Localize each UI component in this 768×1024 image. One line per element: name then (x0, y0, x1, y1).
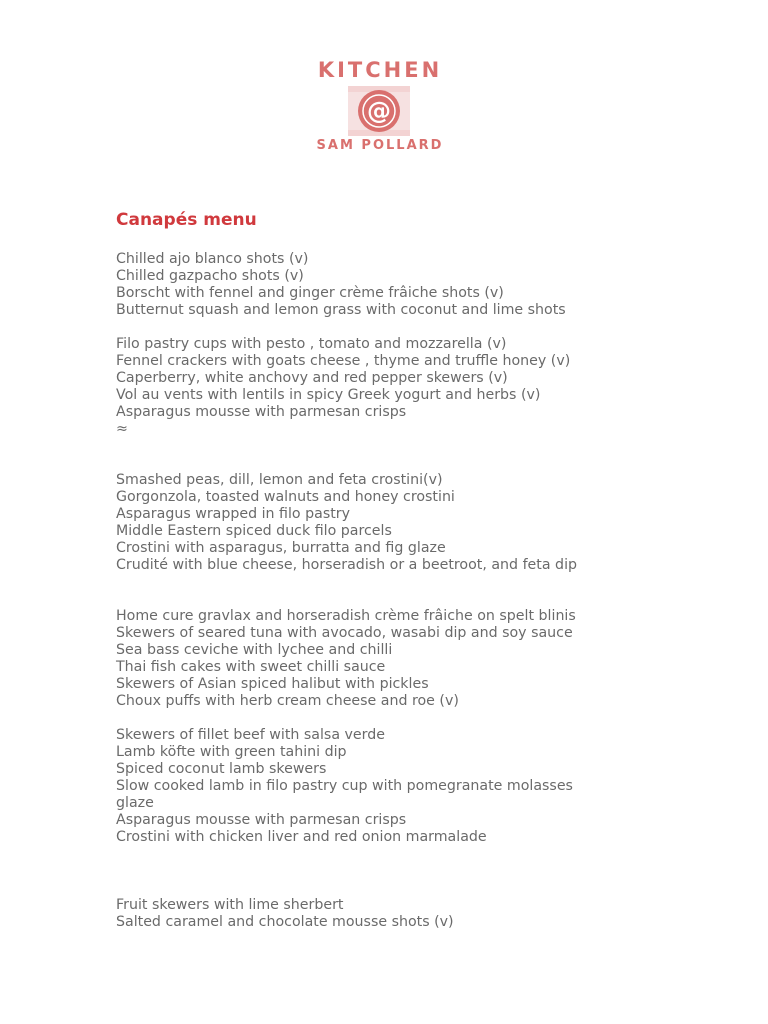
menu-item: Chilled ajo blanco shots (v) (116, 251, 309, 267)
menu-item: Skewers of Asian spiced halibut with pickles (116, 676, 429, 692)
menu-item: Fennel crackers with goats cheese , thyme and truffle honey (v) (116, 353, 571, 369)
menu-item: Spiced coconut lamb skewers (116, 761, 327, 777)
menu-item: Skewers of fillet beef with salsa verde (116, 727, 385, 743)
menu-item: Thai fish cakes with sweet chilli sauce (116, 659, 386, 675)
logo-bottom-text: SAM POLLARD (316, 138, 444, 153)
menu-item: Borscht with fennel and ginger crème frâiche shots (v) (116, 285, 504, 301)
menu-item: Sea bass ceviche with lychee and chilli (116, 642, 393, 658)
menu-item-continuation: glaze (116, 795, 154, 811)
logo-at-symbol (348, 86, 410, 136)
menu-item: Middle Eastern spiced duck filo parcels (116, 523, 392, 539)
menu-item: Home cure gravlax and horseradish crème frâiche on spelt blinis (116, 608, 576, 624)
menu-item: Choux puffs with herb cream cheese and roe (v) (116, 693, 459, 709)
menu-item: Filo pastry cups with pesto , tomato and mozzarella (v) (116, 336, 507, 352)
menu-item: Crostini with chicken liver and red onion marmalade (116, 829, 487, 845)
menu-item: Salted caramel and chocolate mousse shots (v) (116, 914, 454, 930)
menu-item: Vol au vents with lentils in spicy Greek yogurt and herbs (v) (116, 387, 541, 403)
menu-item: Fruit skewers with lime sherbert (116, 897, 344, 913)
menu-item: Asparagus wrapped in filo pastry (116, 506, 351, 522)
section-separator: ≈ (116, 421, 128, 437)
menu-item: Slow cooked lamb in filo pastry cup with pomegranate molasses (116, 778, 573, 794)
menu-item: Asparagus mousse with parmesan crisps (116, 812, 407, 828)
menu-item: Crudité with blue cheese, horseradish or a beetroot, and feta dip (116, 557, 578, 573)
menu-item: Asparagus mousse with parmesan crisps (116, 404, 407, 420)
menu-item: Lamb köfte with green tahini dip (116, 744, 347, 760)
logo-top-text: KITCHEN (317, 58, 443, 82)
menu-item: Caperberry, white anchovy and red pepper skewers (v) (116, 370, 508, 386)
menu-item: Smashed peas, dill, lemon and feta crostini(v) (116, 472, 443, 488)
page-title: Canapés menu (116, 210, 257, 230)
menu-item: Butternut squash and lemon grass with coconut and lime shots (116, 302, 566, 318)
menu-item: Gorgonzola, toasted walnuts and honey crostini (116, 489, 455, 505)
kitchen-logo (300, 58, 460, 158)
menu-item: Skewers of seared tuna with avocado, wasabi dip and soy sauce (116, 625, 573, 641)
menu-item: Crostini with asparagus, burratta and fig glaze (116, 540, 446, 556)
menu-item: Chilled gazpacho shots (v) (116, 268, 304, 284)
logo-symbol-text: @ (367, 97, 391, 125)
